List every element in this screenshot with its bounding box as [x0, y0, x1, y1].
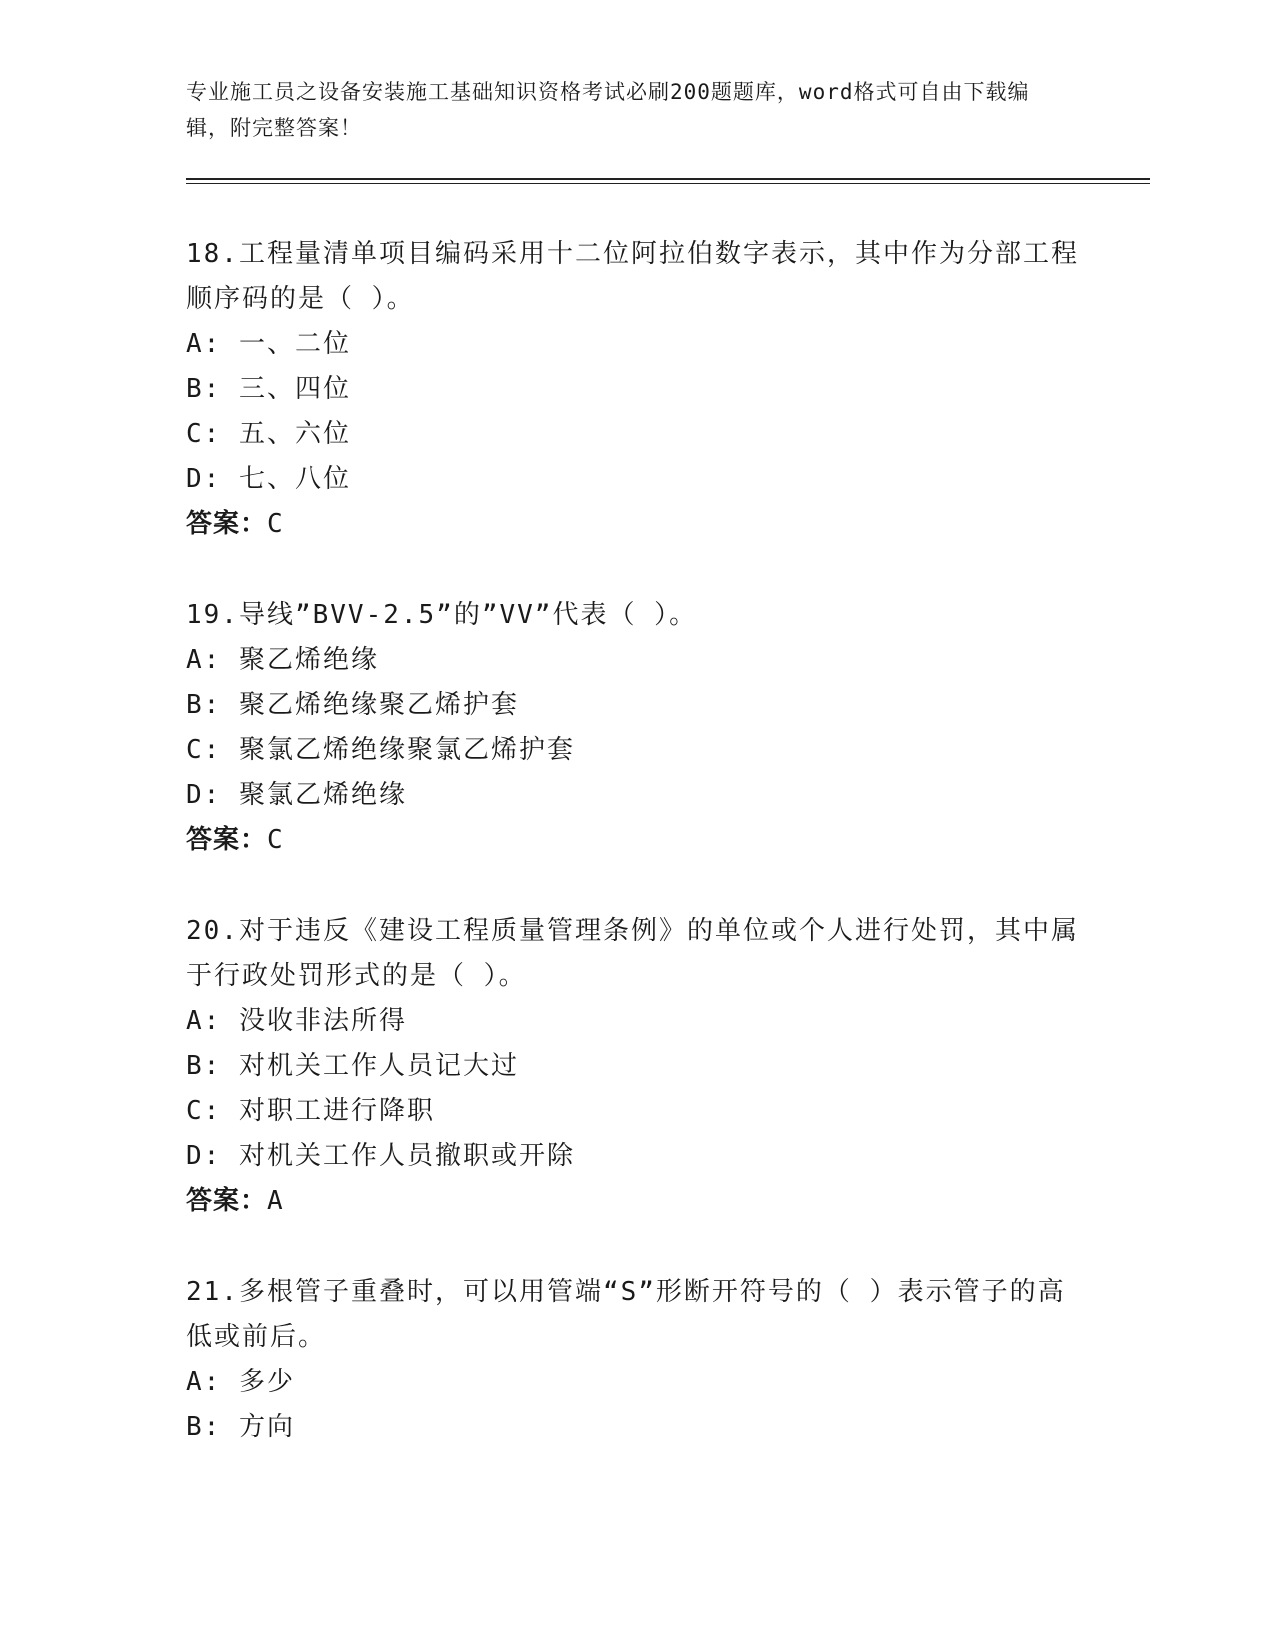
option-b: B: 聚乙烯绝缘聚乙烯护套 — [186, 690, 519, 720]
option-d: D: 聚氯乙烯绝缘 — [186, 780, 407, 810]
document-header: 专业施工员之设备安装施工基础知识资格考试必刷200题题库，word格式可自由下载编辑，附完整答案！ — [186, 80, 1030, 140]
question-list — [186, 232, 1086, 1496]
option-a: A: 一、二位 — [186, 329, 351, 359]
question-stem: 19.导线”BVV-2.5”的”VV”代表（ ）。 — [186, 600, 698, 630]
answer-value: A — [267, 1186, 284, 1216]
option-a: A: 没收非法所得 — [186, 1006, 407, 1036]
question-stem: 21.多根管子重叠时，可以用管端“S”形断开符号的（ ）表示管子的高低或前后。 — [186, 1277, 1066, 1352]
option-a: A: 多少 — [186, 1367, 295, 1397]
option-c: C: 五、六位 — [186, 419, 351, 449]
option-b: B: 方向 — [186, 1412, 295, 1442]
answer-line — [186, 818, 1086, 863]
answer-line — [186, 502, 1086, 547]
answer-line — [186, 1179, 1086, 1224]
question-19 — [186, 593, 1086, 863]
option-d: D: 七、八位 — [186, 464, 351, 494]
question-stem: 18.工程量清单项目编码采用十二位阿拉伯数字表示，其中作为分部工程顺序码的是（ ）。 — [186, 239, 1079, 314]
option-a: A: 聚乙烯绝缘 — [186, 645, 379, 675]
answer-value: C — [267, 825, 284, 855]
header-divider — [186, 178, 1150, 180]
answer-value: C — [267, 509, 284, 539]
question-20 — [186, 909, 1086, 1224]
answer-label: 答案： — [186, 825, 268, 855]
question-18 — [186, 232, 1086, 547]
option-b: B: 三、四位 — [186, 374, 351, 404]
option-c: C: 对职工进行降职 — [186, 1096, 435, 1126]
option-b: B: 对机关工作人员记大过 — [186, 1051, 519, 1081]
question-21 — [186, 1270, 1086, 1450]
option-d: D: 对机关工作人员撤职或开除 — [186, 1141, 575, 1171]
option-c: C: 聚氯乙烯绝缘聚氯乙烯护套 — [186, 735, 575, 765]
answer-label: 答案： — [186, 509, 268, 539]
answer-label: 答案： — [186, 1186, 268, 1216]
header-divider-thin — [186, 183, 1150, 184]
question-stem: 20.对于违反《建设工程质量管理条例》的单位或个人进行处罚，其中属于行政处罚形式的是（ ）。 — [186, 916, 1079, 991]
